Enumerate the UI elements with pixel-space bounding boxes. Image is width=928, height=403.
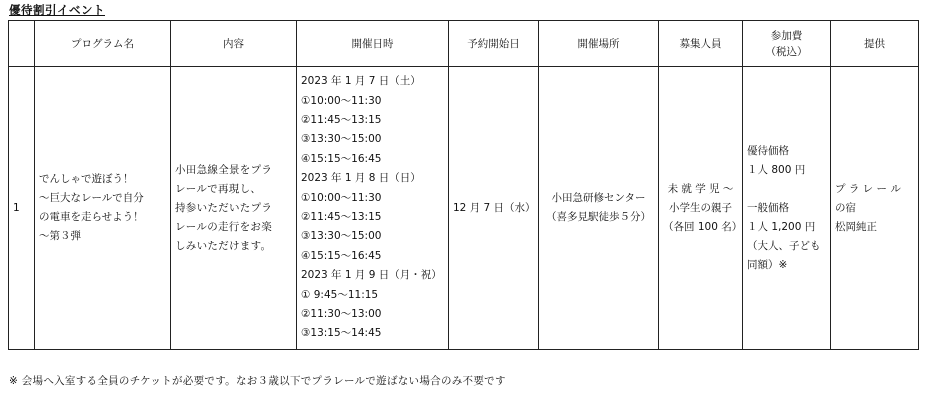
schedule-slot: ①10:00～11:30 — [301, 94, 382, 107]
program-name-line: でんしゃで遊ぼう！ — [39, 173, 134, 185]
general-price: １人 1,200 円 — [747, 220, 816, 233]
general-label: 一般価格 — [747, 201, 789, 214]
row-number: 1 — [9, 67, 35, 350]
provider-line: プ ラ レ ー ル — [835, 182, 901, 195]
header-program-name: プログラム名 — [35, 21, 171, 67]
schedule-date: 2023 年 1 月 8 日（日） — [301, 172, 421, 185]
header-capacity: 募集人員 — [659, 21, 743, 67]
footnote: ※ 会場へ入室する全員のチケットが必要です。なお３歳以下でプラレールで遊ばない場合のみ不要です — [9, 375, 506, 387]
header-number — [9, 21, 35, 67]
schedule-slot: ③13:30～15:00 — [301, 230, 382, 243]
content-cell — [171, 67, 297, 350]
program-name-cell — [35, 67, 171, 350]
header-schedule: 開催日時 — [297, 21, 449, 67]
program-name-line: ～巨大なレールで自分 — [39, 192, 144, 204]
schedule-date: 2023 年 1 月 9 日（月・祝） — [301, 269, 442, 282]
capacity-line: （各回 100 名） — [663, 220, 743, 233]
provider-line: 松岡純正 — [835, 220, 877, 233]
venue-name: 小田急研修センター — [551, 192, 646, 204]
header-provider: 提供 — [831, 21, 919, 67]
reservation-start-cell: 12 月 7 日（水） — [449, 67, 539, 350]
content-line: 持参いただいたプラ — [175, 201, 273, 214]
program-name-line: の電車を走らせよう！ — [39, 211, 144, 223]
header-venue: 開催場所 — [539, 21, 659, 67]
content-line: 小田急線全景をプラ — [175, 163, 273, 176]
schedule-slot: ②11:45～13:15 — [301, 113, 382, 126]
content-line: しみいただけます。 — [175, 239, 272, 252]
provider-line: の宿 — [835, 201, 856, 214]
schedule-cell — [297, 67, 449, 350]
schedule-date: 2023 年 1 月 7 日（土） — [301, 75, 421, 88]
general-note: （大人、子ども — [747, 239, 821, 252]
schedule-slot: ③13:30～15:00 — [301, 133, 382, 146]
section-title: 優待割引イベント — [9, 3, 105, 17]
capacity-line: 小学生の親子 — [669, 201, 732, 214]
fee-spacer — [747, 180, 826, 199]
preferential-price: １人 800 円 — [747, 163, 806, 176]
table-row — [9, 67, 919, 350]
schedule-slot: ③13:15～14:45 — [301, 327, 382, 340]
header-content: 内容 — [171, 21, 297, 67]
fee-cell — [743, 67, 831, 350]
content-line: レールの走行をお楽 — [175, 220, 272, 233]
content-line: レールで再現し、 — [175, 182, 262, 195]
capacity-line: 未 就 学 児 ～ — [667, 182, 734, 195]
schedule-slot: ②11:45～13:15 — [301, 211, 382, 223]
schedule-slot: ④15:15～16:45 — [301, 152, 382, 165]
schedule-slot: ① 9:45～11:15 — [301, 288, 379, 301]
schedule-slot: ④15:15～16:45 — [301, 249, 382, 262]
schedule-slot: ①10:00～11:30 — [301, 191, 382, 204]
schedule-slot: ②11:30～13:00 — [301, 308, 382, 321]
capacity-cell — [659, 67, 743, 350]
venue-access: （喜多見駅徒歩５分） — [546, 211, 651, 223]
general-note: 同額）※ — [747, 258, 788, 271]
preferential-label: 優待価格 — [747, 144, 789, 157]
venue-cell — [539, 67, 659, 350]
event-table — [8, 20, 919, 350]
header-fee-line1: 参加費 — [770, 29, 803, 42]
header-fee-line2: （税込） — [765, 45, 808, 58]
header-reservation-start: 予約開始日 — [449, 21, 539, 67]
provider-cell — [831, 67, 919, 350]
program-name-line: ～第３弾 — [39, 230, 81, 242]
header-row — [9, 21, 919, 67]
header-fee — [743, 21, 831, 67]
